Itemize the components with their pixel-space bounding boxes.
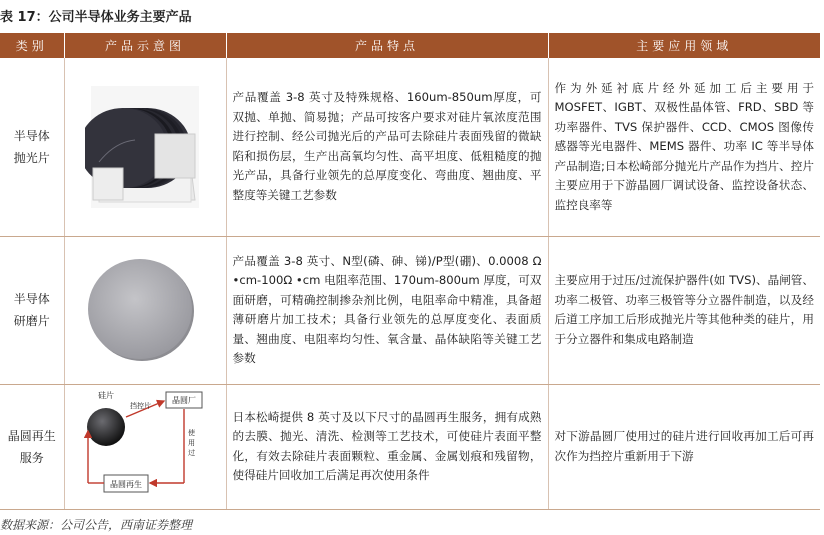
row-applications: 对下游晶圆厂使用过的硅片进行回收再加工后可再次作为挡控片重新用于下游: [548, 384, 820, 509]
row-applications: 主要应用于过压/过流保护器件(如 TVS)、晶闸管、功率二极管、功率三极管等分立器件制造，以及经后道工序加工后形成抛光片等其他种类的硅片，用于分立器件和集成电路制造: [548, 236, 820, 384]
table-row: [0, 236, 820, 384]
label-used: 使用过: [188, 428, 195, 457]
row-category: [0, 384, 64, 509]
row-applications: 作为外延衬底片经外延加工后主要用于 MOSFET、IGBT、双极性晶体管、FRD、SBD 等功率器件、TVS 保护器件、CCD、CMOS 图像传感器等光电器件、MEMS 器件、功率 IC 等半导体产品制造;日本松崎部分抛光片产品作为挡片、控片主要应用于下游晶圆厂调试设备、监控设备状态、监控良率等: [548, 58, 820, 236]
header-applications: 主要应用领域: [548, 33, 820, 58]
row-image: [64, 384, 226, 509]
table-title: 表 17：公司半导体业务主要产品: [0, 10, 192, 25]
label-wafer: 硅片: [98, 390, 114, 400]
label-control: 挡控片: [130, 401, 151, 410]
table-header-row: [0, 33, 820, 58]
header-features: 产品特点: [226, 33, 548, 58]
row-category: [0, 58, 64, 236]
table-row: [0, 384, 820, 509]
source-note: 数据来源：公司公告，西南证券整理: [0, 518, 193, 532]
table-row: [0, 58, 820, 236]
row-image: [64, 58, 226, 236]
wafer-stack-image: [85, 82, 205, 212]
label-fab: 晶圆厂: [172, 395, 196, 405]
category-label: 半导体 抛光片: [13, 128, 50, 165]
category-label: 半导体 研磨片: [13, 292, 50, 328]
label-reclaim: 晶圆再生: [110, 479, 142, 489]
row-features: 产品覆盖 3-8 英寸及特殊规格、160um-850um厚度，可双抛、单抛、简易抛；产品可按客户要求对硅片氧浓度范围进行控制、经公司抛光后的产品可去除硅片表面残留的微缺陷和损伤层，生产出高氧均匀性、高平坦度、低粗糙度的抛光产品，具备行业领先的总厚度变化、弯曲度、翘曲度、平整度等关键工艺参数: [226, 58, 548, 236]
row-category: [0, 236, 64, 384]
lapped-wafer-image: [80, 255, 210, 365]
row-features: 产品覆盖 3-8 英寸、N型(磷、砷、锑)/P型(硼)、0.0008 Ω •cm-100Ω •cm 电阻率范围、170um-800um 厚度，可双面研磨，可精确控制掺杂剂比例，电阻率命中精准，具备超薄研磨片加工技术；具备行业领先的总厚度变化、表面质量、翘曲度、电阻率均匀性、氧含量、晶体缺陷等关键工艺参数: [226, 236, 548, 384]
header-image: 产品示意图: [64, 33, 226, 58]
category-label: 晶圆再生 服务: [7, 428, 56, 465]
wafer-disc: [87, 408, 125, 446]
row-image: [64, 236, 226, 384]
products-table: [0, 33, 820, 510]
header-category: 类别: [0, 33, 64, 58]
row-features: 日本松崎提供 8 英寸及以下尺寸的晶圆再生服务，拥有成熟的去膜、抛光、清洗、检测等工艺技术，可使硅片表面平整化，有效去除硅片表面颗粒、重金属、金属划痕和残留物，使得硅片回收加工后满足再次使用条件: [226, 384, 548, 509]
reclaim-cycle-diagram: [80, 389, 210, 505]
